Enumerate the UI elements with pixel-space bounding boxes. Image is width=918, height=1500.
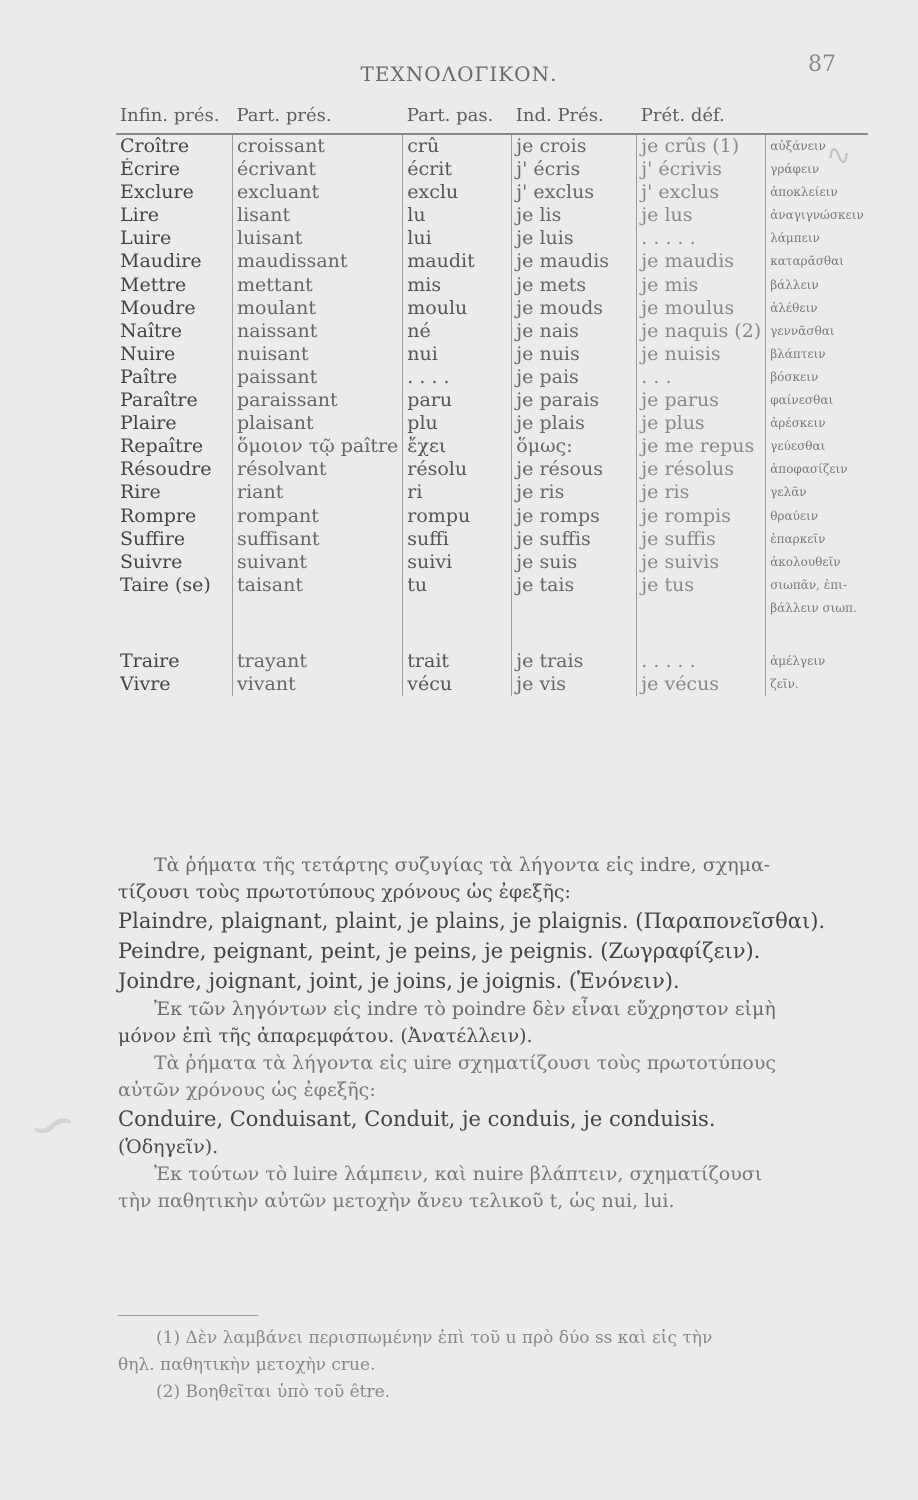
table-row bbox=[116, 673, 868, 696]
past-participle-cell: plu bbox=[403, 412, 512, 435]
present-participle-cell: suffisant bbox=[233, 528, 403, 551]
preterite-cell: . . . . . bbox=[637, 227, 766, 250]
preterite-cell: je me repus bbox=[637, 435, 766, 458]
past-participle-cell: vécu bbox=[403, 673, 512, 696]
table-row bbox=[116, 458, 868, 481]
table-row bbox=[116, 650, 868, 673]
infinitive-cell: Croître bbox=[120, 135, 190, 157]
greek-translation-cell: γεύεσθαι bbox=[766, 435, 868, 458]
example-peindre: Peindre, peignant, peint, je peins, je peignis. (Ζωγραφίζειν). bbox=[118, 939, 761, 963]
infinitive-cell: Nuire bbox=[120, 342, 176, 365]
preterite-cell: je tus bbox=[637, 574, 766, 597]
past-participle-cell: suivi bbox=[403, 551, 512, 574]
present-participle-cell: nuisant bbox=[233, 343, 403, 366]
header-preterite: Prét. déf. bbox=[637, 104, 766, 134]
greek-translation-cell: γράφειν bbox=[766, 158, 868, 181]
past-participle-cell: trait bbox=[403, 650, 512, 673]
page-number: 87 bbox=[808, 52, 836, 77]
present-indicative-cell: je tais bbox=[512, 574, 637, 597]
footnote-1: (1) Δὲν λαμβάνει περισπωμένην ἐπὶ τοῦ u πρὸ δύο ss καὶ εἰς τὴν bbox=[156, 1328, 713, 1348]
example-conduire-gloss: (Ὁδηγεῖν). bbox=[118, 1136, 219, 1158]
infinitive-cell: Repaître bbox=[120, 435, 204, 458]
present-indicative-cell: je lis bbox=[512, 204, 637, 227]
table-row bbox=[116, 597, 868, 620]
present-participle-cell: paraissant bbox=[233, 389, 403, 412]
infinitive-cell bbox=[116, 597, 233, 620]
table-row bbox=[116, 481, 868, 504]
present-indicative-cell: je nuis bbox=[512, 343, 637, 366]
table-header-row bbox=[116, 104, 868, 134]
present-participle-cell: maudissant bbox=[233, 250, 403, 273]
greek-translation-cell: γεννᾶσθαι bbox=[766, 320, 868, 343]
greek-translation-cell: καταρᾶσθαι bbox=[766, 250, 868, 273]
table-row bbox=[116, 343, 868, 366]
header-present-participle: Part. prés. bbox=[233, 104, 403, 134]
preterite-cell: je plus bbox=[637, 412, 766, 435]
preterite-cell: je moulus bbox=[637, 297, 766, 320]
row-spacer bbox=[116, 620, 868, 650]
infinitive-cell: Vivre bbox=[120, 673, 171, 696]
greek-translation-cell: θραύειν bbox=[766, 505, 868, 528]
paragraph-line: τὴν παθητικὴν αὐτῶν μετοχὴν ἄνευ τελικοῦ t, ὡς nui, lui. bbox=[118, 1190, 675, 1212]
present-indicative-cell: je vis bbox=[512, 673, 637, 696]
preterite-cell: j' exclus bbox=[637, 181, 766, 204]
past-participle-cell: né bbox=[403, 320, 512, 343]
infinitive-cell: Mettre bbox=[120, 273, 187, 296]
paragraph-line: Ἐκ τῶν ληγόντων εἰς indre τὸ poindre δὲν εἶναι εὔχρηστον εἰμὴ bbox=[154, 998, 776, 1020]
table-row bbox=[116, 274, 868, 297]
preterite-cell bbox=[637, 597, 766, 620]
preterite-cell: je crûs (1) bbox=[637, 134, 766, 158]
present-participle-cell: ὅμοιον τῷ paître bbox=[233, 435, 403, 458]
present-participle-cell: croissant bbox=[233, 134, 403, 158]
infinitive-cell: Exclure bbox=[120, 181, 194, 204]
preterite-cell: je suffis bbox=[637, 528, 766, 551]
body-text bbox=[118, 852, 878, 1215]
past-participle-cell bbox=[403, 597, 512, 620]
footnotes bbox=[118, 1325, 876, 1406]
present-indicative-cell: je résous bbox=[512, 458, 637, 481]
paragraph-line: Τὰ ῥήματα τῆς τετάρτης συζυγίας τὰ λήγοντα εἰς indre, σχημα- bbox=[154, 854, 771, 876]
table-body bbox=[116, 134, 868, 696]
present-participle-cell: rompant bbox=[233, 505, 403, 528]
margin-scribble: ∽ bbox=[17, 1083, 87, 1165]
greek-translation-cell: γελᾶν bbox=[766, 481, 868, 504]
paragraph-line: Τὰ ῥήματα τὰ λήγοντα εἰς uire σχηματίζουσι τοὺς πρωτοτύπους bbox=[154, 1052, 777, 1074]
footnote-2: (2) Βοηθεῖται ὑπὸ τοῦ être. bbox=[156, 1382, 391, 1402]
table-row bbox=[116, 412, 868, 435]
present-indicative-cell: je crois bbox=[512, 134, 637, 158]
past-participle-cell: exclu bbox=[403, 181, 512, 204]
greek-translation-cell: σιωπᾶν, ἐπι- bbox=[766, 574, 868, 597]
infinitive-cell: Luire bbox=[120, 227, 172, 250]
present-indicative-cell: je luis bbox=[512, 227, 637, 250]
handwritten-scribble: ∿ bbox=[823, 136, 854, 175]
table-row bbox=[116, 574, 868, 597]
present-indicative-cell: je mouds bbox=[512, 297, 637, 320]
past-participle-cell: résolu bbox=[403, 458, 512, 481]
present-participle-cell: suivant bbox=[233, 551, 403, 574]
header-translation bbox=[766, 104, 868, 134]
paragraph-line: αὐτῶν χρόνους ὡς ἐφεξῆς: bbox=[118, 1079, 376, 1101]
greek-translation-cell: φαίνεσθαι bbox=[766, 389, 868, 412]
present-participle-cell: taisant bbox=[233, 574, 403, 597]
infinitive-cell: Paraître bbox=[120, 389, 198, 412]
present-indicative-cell: j' exclus bbox=[512, 181, 637, 204]
present-participle-cell: écrivant bbox=[233, 158, 403, 181]
table-row bbox=[116, 297, 868, 320]
infinitive-cell: Rompre bbox=[120, 504, 197, 527]
present-participle-cell bbox=[233, 597, 403, 620]
header-infinitive: Infin. prés. bbox=[116, 104, 233, 134]
past-participle-cell: crû bbox=[403, 134, 512, 158]
greek-translation-cell: βάλλειν σιωπ. bbox=[766, 597, 868, 620]
present-participle-cell: mettant bbox=[233, 274, 403, 297]
present-indicative-cell: je pais bbox=[512, 366, 637, 389]
present-participle-cell: riant bbox=[233, 481, 403, 504]
header-past-participle: Part. pas. bbox=[403, 104, 512, 134]
table-row bbox=[116, 134, 868, 158]
preterite-cell: je maudis bbox=[637, 250, 766, 273]
paragraph-line: μόνον ἐπὶ τῆς ἀπαρεμφάτου. (Ἀνατέλλειν). bbox=[118, 1025, 533, 1047]
present-participle-cell: excluant bbox=[233, 181, 403, 204]
preterite-cell: je mis bbox=[637, 274, 766, 297]
present-indicative-cell: je maudis bbox=[512, 250, 637, 273]
present-indicative-cell: ὅμως: bbox=[512, 435, 637, 458]
greek-translation-cell: ἀποφασίζειν bbox=[766, 458, 868, 481]
infinitive-cell: Traire bbox=[120, 649, 180, 672]
past-participle-cell: paru bbox=[403, 389, 512, 412]
preterite-cell: je résolus bbox=[637, 458, 766, 481]
preterite-cell: je naquis (2) bbox=[637, 320, 766, 343]
past-participle-cell: nui bbox=[403, 343, 512, 366]
present-participle-cell: naissant bbox=[233, 320, 403, 343]
past-participle-cell: rompu bbox=[403, 505, 512, 528]
table-row bbox=[116, 528, 868, 551]
present-participle-cell: plaisant bbox=[233, 412, 403, 435]
spacer-cell bbox=[233, 620, 403, 650]
present-participle-cell: résolvant bbox=[233, 458, 403, 481]
preterite-cell: je rompis bbox=[637, 505, 766, 528]
present-indicative-cell: je suis bbox=[512, 551, 637, 574]
greek-translation-cell: ἀναγιγνώσκειν bbox=[766, 204, 868, 227]
infinitive-cell: Moudre bbox=[120, 296, 196, 319]
preterite-cell: j' écrivis bbox=[637, 158, 766, 181]
greek-translation-cell: ζεῖν. bbox=[766, 673, 868, 696]
preterite-cell: je vécus bbox=[637, 673, 766, 696]
preterite-cell: . . . . . bbox=[637, 650, 766, 673]
spacer-cell bbox=[403, 620, 512, 650]
past-participle-cell: . . . . bbox=[403, 366, 512, 389]
past-participle-cell: lui bbox=[403, 227, 512, 250]
greek-translation-cell: ἀλέθειν bbox=[766, 297, 868, 320]
present-indicative-cell: je trais bbox=[512, 650, 637, 673]
preterite-cell: je nuisis bbox=[637, 343, 766, 366]
infinitive-cell: Maudire bbox=[120, 250, 202, 273]
preterite-cell: je parus bbox=[637, 389, 766, 412]
present-indicative-cell: je ris bbox=[512, 481, 637, 504]
present-participle-cell: luisant bbox=[233, 227, 403, 250]
infinitive-cell: Suivre bbox=[120, 550, 183, 573]
present-participle-cell: moulant bbox=[233, 297, 403, 320]
greek-translation-cell: ἐπαρκεῖν bbox=[766, 528, 868, 551]
running-title: ΤΕΧΝΟΛΟΓΙΚΟΝ. bbox=[360, 62, 558, 86]
example-plaindre: Plaindre, plaignant, plaint, je plains, je plaignis. (Παραπονεῖσθαι). bbox=[118, 909, 826, 933]
conjugation-table bbox=[116, 104, 868, 696]
table-row bbox=[116, 389, 868, 412]
present-indicative-cell bbox=[512, 597, 637, 620]
past-participle-cell: mis bbox=[403, 274, 512, 297]
infinitive-cell: Taire (se) bbox=[120, 573, 211, 596]
table-row bbox=[116, 505, 868, 528]
past-participle-cell: écrit bbox=[403, 158, 512, 181]
present-participle-cell: paissant bbox=[233, 366, 403, 389]
table-row bbox=[116, 227, 868, 250]
example-joindre: Joindre, joignant, joint, je joins, je joignis. (Ἑνόνειν). bbox=[118, 969, 680, 993]
footnote-divider bbox=[118, 1315, 258, 1316]
table-row bbox=[116, 366, 868, 389]
preterite-cell: . . . bbox=[637, 366, 766, 389]
past-participle-cell: lu bbox=[403, 204, 512, 227]
infinitive-cell: Plaire bbox=[120, 412, 177, 435]
greek-translation-cell: ἀποκλείειν bbox=[766, 181, 868, 204]
infinitive-cell: Naître bbox=[120, 319, 182, 342]
preterite-cell: je suivis bbox=[637, 551, 766, 574]
infinitive-cell: Écrire bbox=[120, 158, 180, 181]
present-participle-cell: vivant bbox=[233, 673, 403, 696]
footnote-1-continued: θηλ. παθητικὴν μετοχὴν crue. bbox=[118, 1355, 376, 1375]
header-indicative-present: Ind. Prés. bbox=[512, 104, 637, 134]
infinitive-cell: Suffire bbox=[120, 527, 186, 550]
spacer-cell bbox=[766, 620, 868, 650]
greek-translation-cell: βόσκειν bbox=[766, 366, 868, 389]
past-participle-cell: ri bbox=[403, 481, 512, 504]
table-row bbox=[116, 204, 868, 227]
paragraph-line: τίζουσι τοὺς πρωτοτύπους χρόνους ὡς ἐφεξῆς: bbox=[118, 881, 571, 903]
past-participle-cell: maudit bbox=[403, 250, 512, 273]
table-row bbox=[116, 250, 868, 273]
greek-translation-cell: λάμπειν bbox=[766, 227, 868, 250]
spacer-cell bbox=[512, 620, 637, 650]
past-participle-cell: ἔχει bbox=[403, 435, 512, 458]
table-row bbox=[116, 435, 868, 458]
present-indicative-cell: je parais bbox=[512, 389, 637, 412]
table-row bbox=[116, 181, 868, 204]
greek-translation-cell: αὐξάνειν bbox=[766, 134, 868, 158]
infinitive-cell: Rire bbox=[120, 481, 161, 504]
spacer-cell bbox=[637, 620, 766, 650]
present-indicative-cell: je plais bbox=[512, 412, 637, 435]
past-participle-cell: moulu bbox=[403, 297, 512, 320]
infinitive-cell: Résoudre bbox=[120, 458, 212, 481]
example-conduire: Conduire, Conduisant, Conduit, je conduis, je conduisis. bbox=[118, 1107, 716, 1131]
greek-translation-cell: βάλλειν bbox=[766, 274, 868, 297]
greek-translation-cell: ἀκολουθεῖν bbox=[766, 551, 868, 574]
present-indicative-cell: je suffis bbox=[512, 528, 637, 551]
preterite-cell: je ris bbox=[637, 481, 766, 504]
infinitive-cell: Paître bbox=[120, 365, 178, 388]
present-indicative-cell: je mets bbox=[512, 274, 637, 297]
table-row bbox=[116, 158, 868, 181]
present-participle-cell: trayant bbox=[233, 650, 403, 673]
table-row bbox=[116, 551, 868, 574]
paragraph-line: Ἐκ τούτων τὸ luire λάμπειν, καὶ nuire βλάπτειν, σχηματίζουσι bbox=[154, 1163, 763, 1185]
greek-translation-cell: βλάπτειν bbox=[766, 343, 868, 366]
present-indicative-cell: je nais bbox=[512, 320, 637, 343]
table-row bbox=[116, 320, 868, 343]
infinitive-cell: Lire bbox=[120, 204, 160, 227]
greek-translation-cell: ἀρέσκειν bbox=[766, 412, 868, 435]
past-participle-cell: tu bbox=[403, 574, 512, 597]
past-participle-cell: suffi bbox=[403, 528, 512, 551]
present-participle-cell: lisant bbox=[233, 204, 403, 227]
spacer-cell bbox=[116, 620, 233, 650]
present-indicative-cell: je romps bbox=[512, 505, 637, 528]
present-indicative-cell: j' écris bbox=[512, 158, 637, 181]
preterite-cell: je lus bbox=[637, 204, 766, 227]
greek-translation-cell: ἀμέλγειν bbox=[766, 650, 868, 673]
